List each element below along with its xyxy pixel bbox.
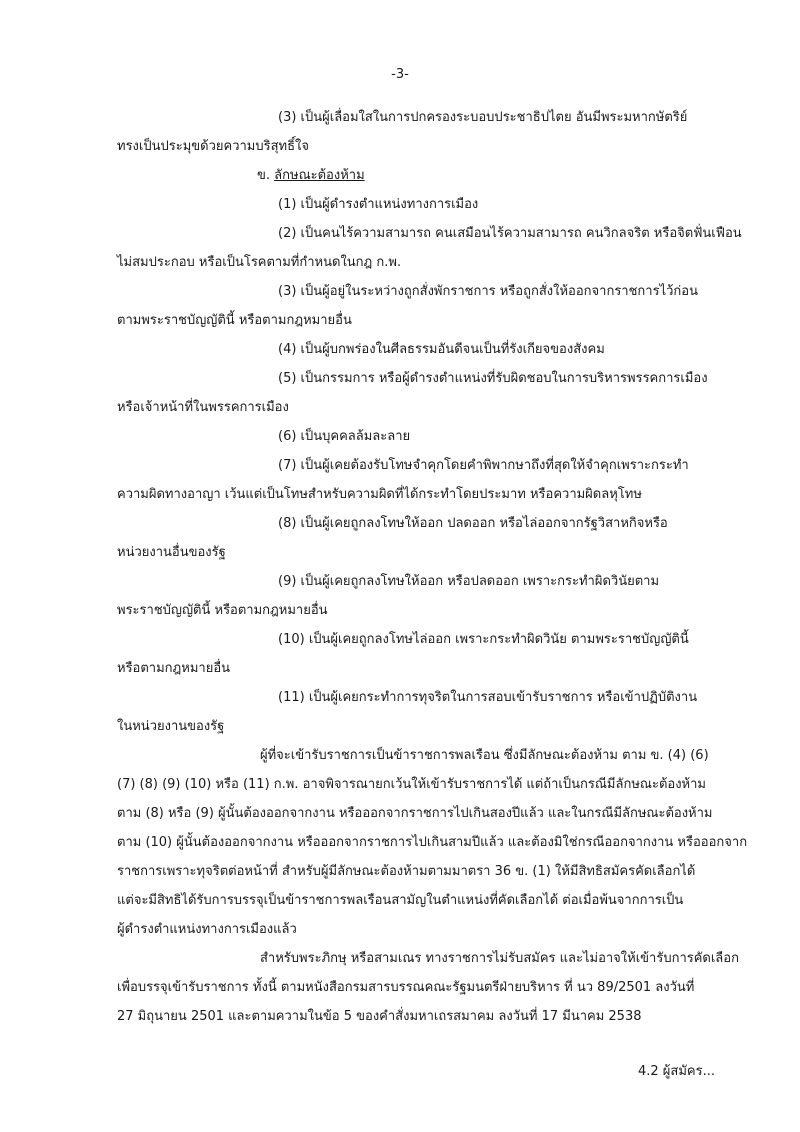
line-exception-3: ตาม (8) หรือ (9) ผู้นั้นต้องออกจากงาน หรือออกจากราชการไปเกินสองปีแล้ว และในกรณีมีลักษณะต้องห้าม bbox=[117, 806, 713, 821]
line-prohib-8-b: หน่วยงานอื่นของรัฐ bbox=[117, 545, 226, 560]
line-exception-2: (7) (8) (9) (10) หรือ (11) ก.พ. อาจพิจารณายกเว้นให้เข้ารับราชการได้ แต่ถ้าเป็นกรณีมีลักษณะต้องห้าม bbox=[117, 777, 706, 792]
line-prohib-6: (6) เป็นบุคคลล้มละลาย bbox=[278, 429, 411, 444]
line-prohib-10-b: หรือตามกฎหมายอื่น bbox=[117, 661, 231, 676]
line-prohib-3-b: ตามพระราชบัญญัตินี้ หรือตามกฎหมายอื่น bbox=[117, 313, 352, 328]
line-exception-5: ราชการเพราะทุจริตต่อหน้าที่ สำหรับผู้มีลักษณะต้องห้ามตามมาตรา 36 ข. (1) ให้มีสิทธิสมัครคัดเลือกได้ bbox=[117, 864, 696, 879]
line-prohib-2-a: (2) เป็นคนไร้ความสามารถ คนเสมือนไร้ความสามารถ คนวิกลจริต หรือจิตฟั่นเฟือน bbox=[278, 226, 742, 241]
line-prohib-9-a: (9) เป็นผู้เคยถูกลงโทษให้ออก หรือปลดออก เพราะกระทำผิดวินัยตาม bbox=[278, 574, 660, 589]
line-monk-1: สำหรับพระภิกษุ หรือสามเณร ทางราชการไม่รับสมัคร และไม่อาจให้เข้ารับการคัดเลือก bbox=[260, 951, 739, 966]
line-prohib-5-b: หรือเจ้าหน้าที่ในพรรคการเมือง bbox=[117, 400, 289, 415]
line-prohib-7-a: (7) เป็นผู้เคยต้องรับโทษจำคุกโดยคำพิพากษาถึงที่สุดให้จำคุกเพราะกระทำ bbox=[278, 458, 689, 473]
line-prohib-11-a: (11) เป็นผู้เคยกระทำการทุจริตในการสอบเข้ารับราชการ หรือเข้าปฏิบัติงาน bbox=[278, 690, 698, 705]
line-exception-7: ผู้ดำรงตำแหน่งทางการเมืองแล้ว bbox=[117, 922, 297, 937]
line-qual-3-a: (3) เป็นผู้เลื่อมใสในการปกครองระบอบประชาธิปไตย อันมีพระมหากษัตริย์ bbox=[278, 110, 688, 125]
line-prohib-1: (1) เป็นผู้ดำรงตำแหน่งทางการเมือง bbox=[278, 197, 479, 212]
line-qual-3-b: ทรงเป็นประมุขด้วยความบริสุทธิ์ใจ bbox=[117, 139, 310, 154]
line-exception-4: ตาม (10) ผู้นั้นต้องออกจากงาน หรือออกจากราชการไปเกินสามปีแล้ว และต้องมิใช่กรณีออกจากงาน หรือออกจาก bbox=[117, 835, 748, 850]
line-monk-3: 27 มิถุนายน 2501 และตามความในข้อ 5 ของคำสั่งมหาเถรสมาคม ลงวันที่ 17 มีนาคม 2538 bbox=[117, 1009, 642, 1024]
line-prohib-3-a: (3) เป็นผู้อยู่ในระหว่างถูกสั่งพักราชการ หรือถูกสั่งให้ออกจากราชการไว้ก่อน bbox=[278, 284, 698, 299]
line-prohib-8-a: (8) เป็นผู้เคยถูกลงโทษให้ออก ปลดออก หรือไล่ออกจากรัฐวิสาหกิจหรือ bbox=[278, 516, 668, 531]
line-prohib-7-b: ความผิดทางอาญา เว้นแต่เป็นโทษสำหรับความผิดที่ได้กระทำโดยประมาท หรือความผิดลหุโทษ bbox=[117, 487, 642, 502]
line-prohib-11-b: ในหน่วยงานของรัฐ bbox=[117, 719, 225, 734]
section-heading bbox=[257, 167, 365, 185]
line-prohib-9-b: พระราชบัญญัตินี้ หรือตามกฎหมายอื่น bbox=[117, 603, 328, 618]
line-prohib-5-a: (5) เป็นกรรมการ หรือผู้ดำรงตำแหน่งที่รับผิดชอบในการบริหารพรรคการเมือง bbox=[278, 371, 708, 386]
line-prohib-2-b: ไม่สมประกอบ หรือเป็นโรคตามที่กำหนดในกฎ ก.พ. bbox=[117, 255, 402, 270]
line-prohib-10-a: (10) เป็นผู้เคยถูกลงโทษไล่ออก เพราะกระทำผิดวินัย ตามพระราชบัญญัตินี้ bbox=[278, 632, 689, 647]
section-letter: ข. bbox=[257, 168, 275, 183]
page-number: -3- bbox=[391, 67, 409, 82]
line-exception-6: แต่จะมีสิทธิได้รับการบรรจุเป็นข้าราชการพลเรือนสามัญในตำแหน่งที่คัดเลือกได้ ต่อเมื่อพ้นจากการเป็น bbox=[117, 893, 684, 908]
line-exception-1: ผู้ที่จะเข้ารับราชการเป็นข้าราชการพลเรือน ซึ่งมีลักษณะต้องห้าม ตาม ข. (4) (6) bbox=[260, 748, 709, 763]
section-title: ลักษณะต้องห้าม bbox=[274, 168, 365, 183]
line-prohib-4: (4) เป็นผู้บกพร่องในศีลธรรมอันดีจนเป็นที่รังเกียจของสังคม bbox=[278, 342, 605, 357]
continuation-note: 4.2 ผู้สมัคร... bbox=[638, 1064, 716, 1079]
line-monk-2: เพื่อบรรจุเข้ารับราชการ ทั้งนี้ ตามหนังสือกรมสารบรรณคณะรัฐมนตรีฝ่ายบริหาร ที่ นว 89/2501 ลงวันที่ bbox=[117, 980, 695, 995]
